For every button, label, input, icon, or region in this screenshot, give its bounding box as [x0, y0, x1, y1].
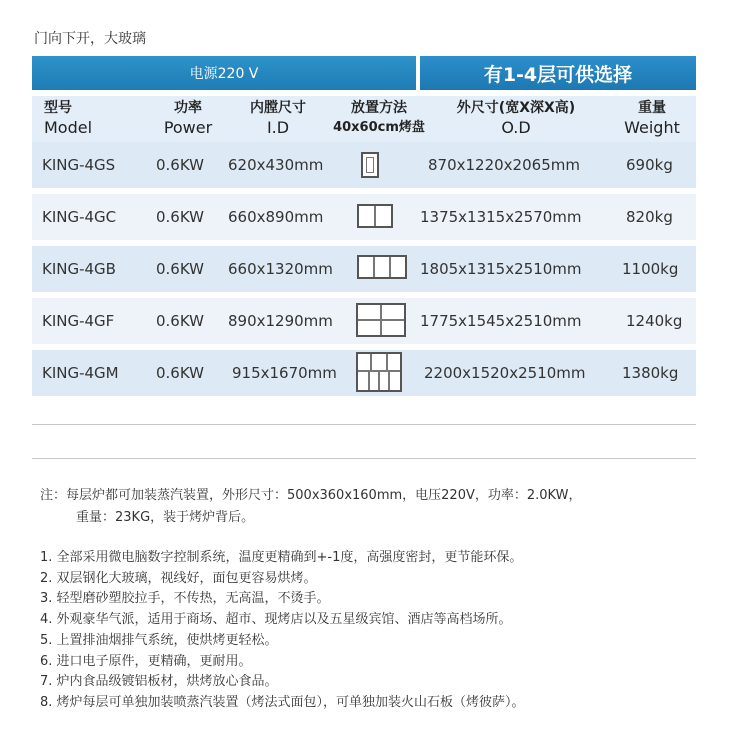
header-tray-cn: 放置方法: [351, 100, 407, 116]
model-cell: KING-4GS: [42, 156, 116, 174]
model-cell: KING-4GB: [42, 260, 116, 278]
power-cell: 0.6KW: [156, 208, 204, 226]
header-weight-cn: 重量: [638, 100, 666, 116]
header-model-cn: 型号: [44, 100, 72, 116]
weight-cell: 820kg: [626, 208, 673, 226]
feature-list: [40, 548, 740, 714]
od-cell: 870x1220x2065mm: [428, 156, 580, 174]
table-row: [32, 142, 696, 188]
single-tray-icon: [361, 152, 379, 178]
six-tray-icon: [356, 352, 402, 392]
list-item: 5. 上置排油烟排气系统，使烘烤更轻松。: [40, 632, 278, 648]
header-od-en: O.D: [501, 118, 531, 137]
divider: [32, 424, 696, 425]
header-tray-en: 40x60cm烤盘: [333, 120, 425, 135]
id-cell: 915x1670mm: [232, 364, 337, 382]
header-weight: [616, 99, 688, 137]
list-item: 2. 双层钢化大玻璃，视线好，面包更容易烘烤。: [40, 570, 317, 586]
header-model: [44, 99, 92, 137]
header-od-cn: 外尺寸(宽X深X高): [456, 100, 576, 116]
table-row: [32, 298, 696, 344]
od-cell: 1375x1315x2570mm: [420, 208, 582, 226]
model-cell: KING-4GF: [42, 312, 115, 330]
intro-text: 门向下开，大玻璃: [34, 31, 146, 47]
power-cell: 0.6KW: [156, 364, 204, 382]
list-item: 7. 炉内食品级镀铝板材，烘烤放心食品。: [40, 674, 278, 690]
id-cell: 660x890mm: [228, 208, 324, 226]
table-row: [32, 194, 696, 240]
weight-cell: 1240kg: [626, 312, 683, 330]
header-od: [438, 99, 594, 137]
id-cell: 660x1320mm: [228, 260, 333, 278]
three-tray-icon: [357, 255, 407, 279]
od-cell: 2200x1520x2510mm: [424, 364, 586, 382]
note-line-1: 注：每层炉都可加装蒸汽装置，外形尺寸：500x360x160mm，电压220V，功率：2.0KW，: [40, 488, 582, 503]
table-row: [32, 350, 696, 396]
weight-cell: 690kg: [626, 156, 673, 174]
divider: [32, 458, 696, 459]
list-item: 1. 全部采用微电脑数字控制系统，温度更精确到+-1度，高强度密封，更节能环保。: [40, 550, 523, 565]
table-row: [32, 246, 696, 292]
header-id-en: I.D: [266, 118, 290, 137]
od-cell: 1805x1315x2510mm: [420, 260, 582, 278]
note-line-2: 重量：23KG，装于烤炉背后。: [76, 510, 255, 525]
four-tray-icon: [356, 303, 406, 337]
weight-cell: 1380kg: [622, 364, 679, 382]
od-cell: 1775x1545x2510mm: [420, 312, 582, 330]
header-power-en: Power: [163, 118, 213, 137]
list-item: 8. 烤炉每层可单独加装喷蒸汽装置（烤法式面包），可单独加装火山石板（烤彼萨）。: [40, 694, 525, 710]
layers-banner: 有1-4层可供选择: [420, 56, 696, 90]
header-tray: [328, 99, 430, 137]
list-item: 6. 进口电子原件，更精确，更耐用。: [40, 653, 252, 669]
list-item: 3. 轻型磨砂塑胶拉手，不传热，无高温，不烫手。: [40, 591, 330, 607]
spec-banner: [32, 56, 696, 90]
header-id-cn: 内膛尺寸: [250, 100, 306, 116]
model-cell: KING-4GC: [42, 208, 117, 226]
model-cell: KING-4GM: [42, 364, 119, 382]
table-header: [32, 96, 696, 142]
voltage-banner: 电源220 V: [32, 56, 416, 90]
list-item: 4. 外观豪华气派，适用于商场、超市、现烤店以及五星级宾馆、酒店等高档场所。: [40, 612, 512, 628]
power-cell: 0.6KW: [156, 312, 204, 330]
header-power: [156, 99, 220, 137]
power-cell: 0.6KW: [156, 156, 204, 174]
power-cell: 0.6KW: [156, 260, 204, 278]
weight-cell: 1100kg: [622, 260, 679, 278]
two-tray-icon: [357, 204, 393, 228]
id-cell: 890x1290mm: [228, 312, 333, 330]
id-cell: 620x430mm: [228, 156, 324, 174]
steam-note: [40, 485, 581, 529]
header-model-en: Model: [44, 118, 93, 137]
header-weight-en: Weight: [624, 118, 680, 137]
header-power-cn: 功率: [174, 100, 202, 116]
header-id: [240, 99, 316, 137]
